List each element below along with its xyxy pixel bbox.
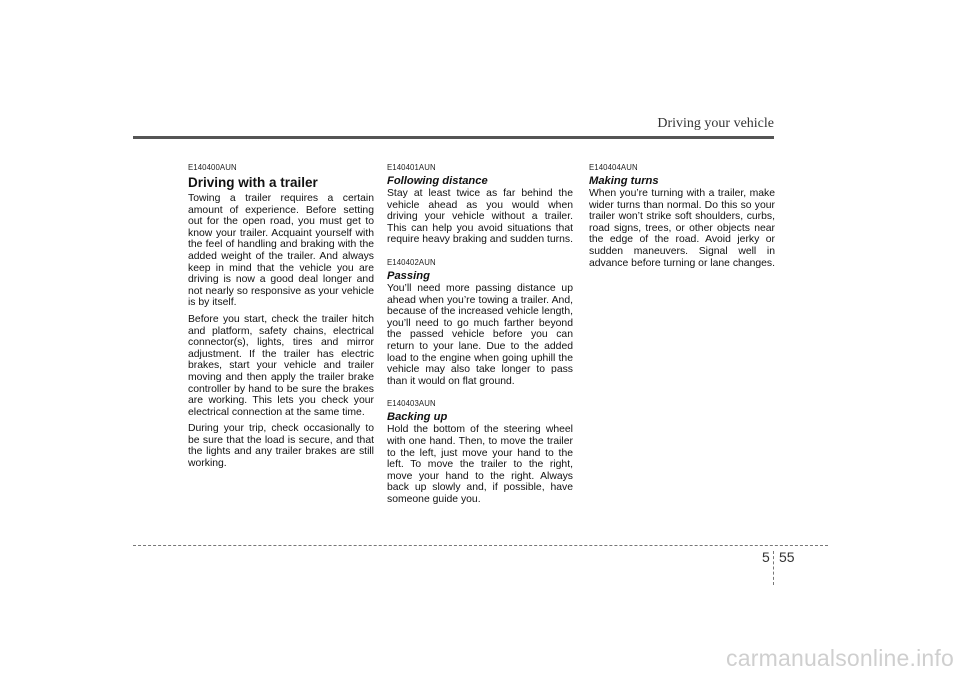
watermark: carmanualsonline.info [726,645,954,671]
section-subheading: Backing up [387,411,448,424]
section-subheading: Passing [387,269,430,282]
section-passing [387,258,573,387]
paragraph: You’ll need more passing distance up ahead when you’re towing a trailer. And, because of the increased vehicle length, you’ll need to go much farther beyond the passed vehicle before you can return to your lane. Due to the added load to the engine when going uphill the vehicle may also take longer to pass than it would on flat ground. [387,282,573,387]
page-number [762,549,795,565]
section-code: E140401AUN [387,163,436,172]
section-subheading: Following distance [387,175,488,187]
section-code: E140402AUN [387,257,436,267]
section-backing-up [387,399,573,505]
paragraph: Towing a trailer requires a certain amount of experience. Before setting out for the open road, you must get to know your trailer. Acquaint yourself with the feel of handling and braking with the added weight of the trailer. And always keep in mind that the vehicle you are driving is now a good deal longer and not nearly so responsive as your vehicle is by itself. [188,193,374,309]
section-making-turns [589,163,775,269]
column-1 [188,163,374,482]
column-2 [387,163,573,517]
column-3 [589,163,775,281]
paragraph: Stay at least twice as far behind the vehicle ahead as you would when driving your vehicle without a trailer. This can help you avoid situations that require heavy braking and sudden turns. [387,188,573,246]
chapter-number: 5 [762,549,770,565]
section-subheading: Making turns [589,175,659,187]
section-code: E140400AUN [188,163,237,172]
footer-rule [133,545,828,546]
page-number-value: 55 [779,549,795,565]
page-number-separator [773,551,774,585]
section-heading: Driving with a trailer [188,175,318,190]
section-following-distance [387,163,573,246]
paragraph: When you’re turning with a trailer, make wider turns than normal. Do this so your trailer won’t strike soft shoulders, curbs, road signs, trees, or other objects near the edge of the road. Avoid jerky or sudden maneuvers. Signal well in advance before turning or lane changes. [589,188,776,269]
section-code: E140403AUN [387,399,436,409]
paragraph: Before you start, check the trailer hitch and platform, safety chains, electrical connector(s), lights, tires and mirror adjustment. If the trailer has electric brakes, start your vehicle and trailer moving and then apply the trailer brake controller by hand to be sure the brakes are working. This lets you check your electrical connection at the same time. [188,313,374,418]
paragraph: Hold the bottom of the steering wheel with one hand. Then, to move the trailer to the left, just move your hand to the left. To move the trailer to the right, move your hand to the right. Always back up slowly and, if possible, have someone guide you. [387,424,573,505]
section-driving-with-a-trailer [188,163,374,470]
section-code: E140404AUN [589,163,638,172]
header-rule [133,136,774,139]
paragraph: During your trip, check occasionally to be sure that the load is secure, and that the lights and any trailer brakes are still working. [188,423,374,470]
running-header-title: Driving your vehicle [657,116,774,131]
